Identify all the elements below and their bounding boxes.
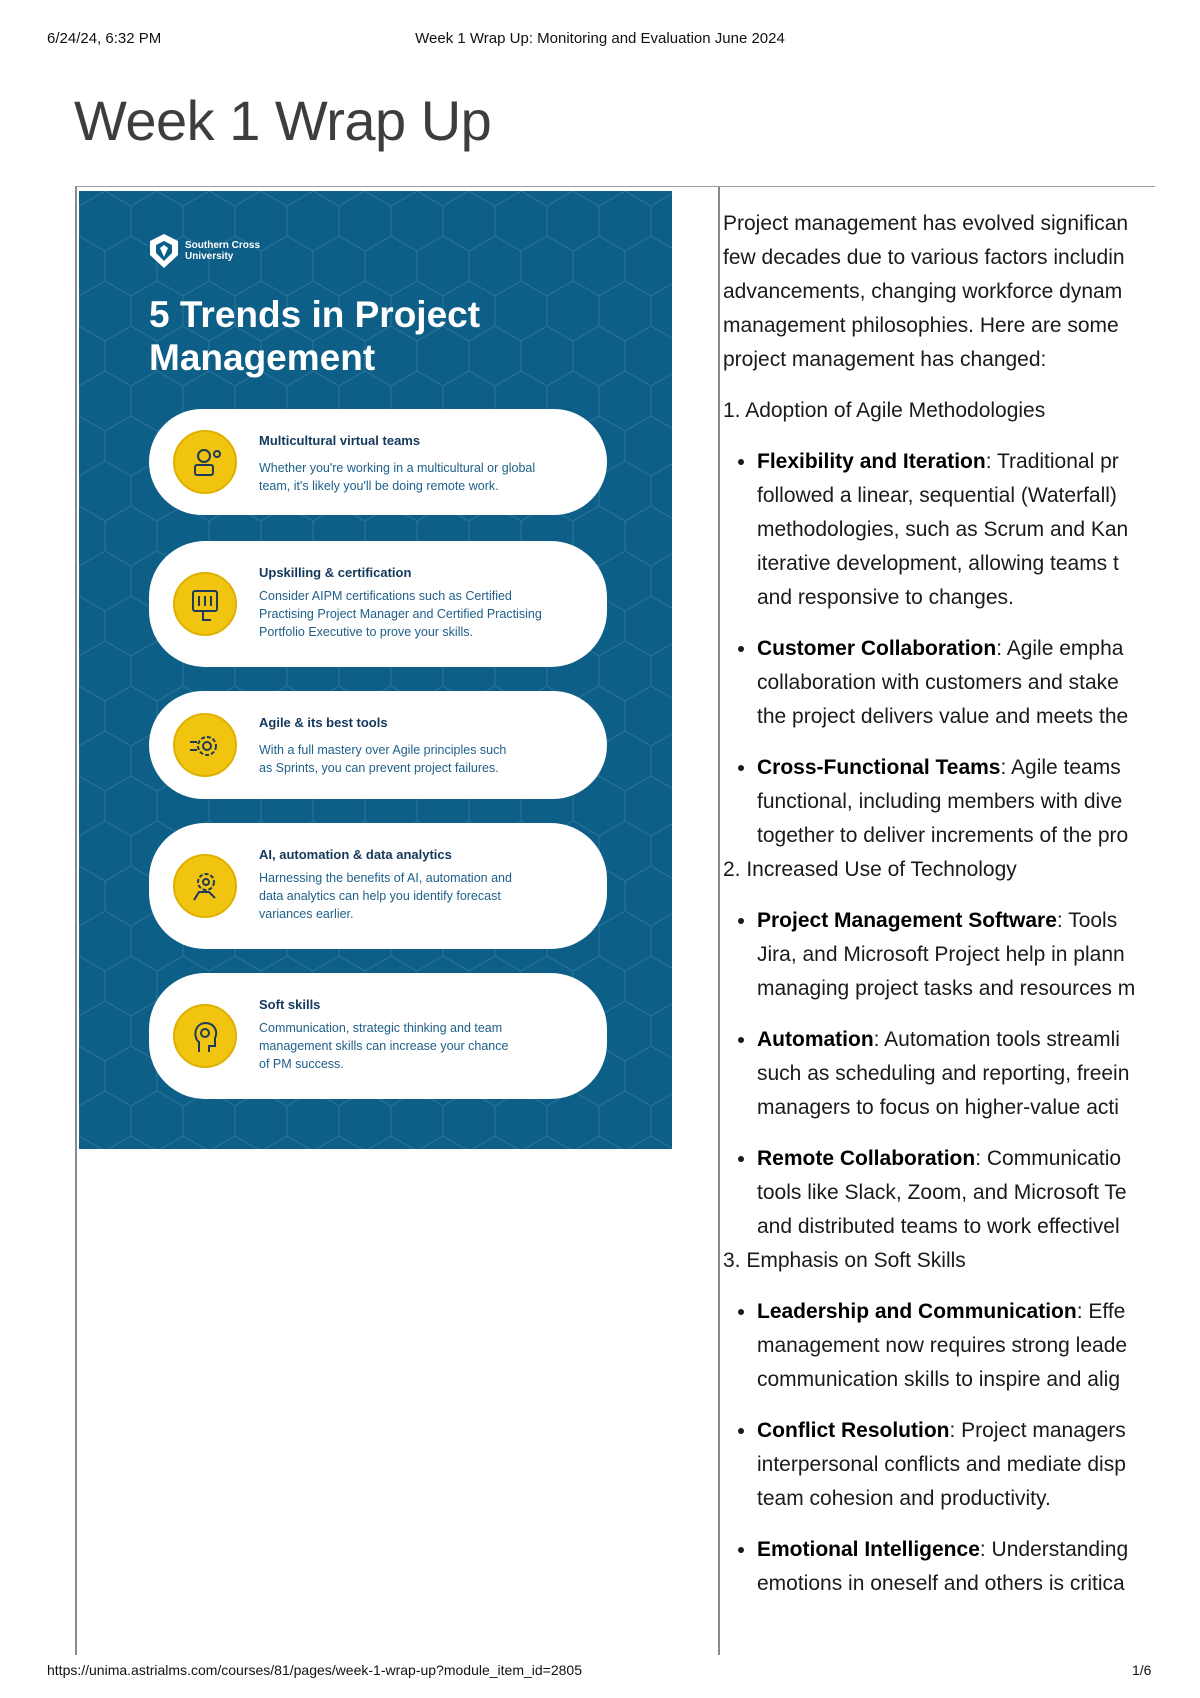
print-datetime: 6/24/24, 6:32 PM [47, 30, 162, 47]
trend-card-text [259, 869, 589, 923]
content-table [75, 186, 1155, 1655]
trend-card-title: AI, automation & data analytics [259, 847, 452, 862]
list-item [757, 1533, 1155, 1601]
logo-line-1: Southern Cross [185, 240, 261, 251]
list-item-term: Automation [757, 1028, 874, 1051]
trend-card-line: as Sprints, you can prevent project failures. [259, 761, 499, 775]
list-item-term: Project Management Software [757, 909, 1057, 932]
logo-line-2: University [185, 251, 234, 262]
list-item-line: tools like Slack, Zoom, and Microsoft Te [757, 1181, 1127, 1204]
trend-card-line: Communication, strategic thinking and team [259, 1021, 503, 1035]
trend-card-text [259, 741, 589, 777]
list-item-first-line: : Understanding [979, 1538, 1129, 1561]
intro-line: project management has changed: [723, 348, 1047, 371]
trend-card-title: Upskilling & certification [259, 565, 412, 580]
trend-card-text [259, 1019, 589, 1073]
section-heading: 2. Increased Use of Technology [723, 858, 1017, 881]
trend-card-line: Harnessing the benefits of AI, automation and [259, 871, 512, 885]
trend-card-line: Consider AIPM certifications such as Certified [259, 589, 512, 603]
trend-card-line: team, it's likely you'll be doing remote work. [259, 479, 499, 493]
list-item-first-line: : Tools [1056, 909, 1118, 932]
trend-card-line: management skills can increase your chance [259, 1039, 509, 1053]
list-item-term: Cross-Functional Teams [757, 756, 1001, 779]
trend-card-soft-skills [149, 973, 607, 1099]
list-item-first-line: : Automation tools streamli [873, 1028, 1120, 1051]
list-item-line: management now requires strong leade [757, 1334, 1128, 1357]
list-item-term: Flexibility and Iteration [757, 450, 986, 473]
bullet-list [723, 445, 1155, 853]
list-item [757, 1023, 1155, 1125]
list-item-line: such as scheduling and reporting, freein [757, 1062, 1130, 1085]
list-item [757, 445, 1155, 615]
list-item-line: Jira, and Microsoft Project help in plann [757, 943, 1125, 966]
page-url: https://unima.astrialms.com/courses/81/pages/week-1-wrap-up?module_item_id=2805 [47, 1662, 582, 1678]
intro-line: Project management has evolved significan [723, 212, 1129, 235]
page-number: 1/6 [1132, 1662, 1152, 1678]
list-item [757, 1295, 1155, 1397]
list-item [757, 751, 1155, 853]
trend-card-title: Agile & its best tools [259, 715, 388, 730]
list-item-line: together to deliver increments of the pro [757, 824, 1129, 847]
list-item-first-line: : Project managers [949, 1419, 1126, 1442]
list-item-line: the project delivers value and meets the [757, 705, 1129, 728]
table-border-left [75, 187, 77, 1655]
list-item-line: team cohesion and productivity. [757, 1487, 1051, 1510]
list-item-line: managers to focus on higher-value acti [757, 1096, 1119, 1119]
trend-card-line: variances earlier. [259, 907, 354, 921]
trend-card-upskilling [149, 541, 607, 667]
page-title: Week 1 Wrap Up [74, 89, 492, 152]
trend-card-line: data analytics can help you identify forecast [259, 889, 501, 903]
print-page-title: Week 1 Wrap Up: Monitoring and Evaluation June 2024 [415, 30, 785, 47]
agile-gear-icon [173, 713, 237, 777]
intro-line: advancements, changing workforce dynam [723, 280, 1123, 303]
list-item-term: Emotional Intelligence [757, 1538, 980, 1561]
trend-card-ai-automation [149, 823, 607, 949]
bullet-list [723, 1295, 1155, 1601]
list-item-term: Leadership and Communication [757, 1300, 1077, 1323]
list-item [757, 904, 1155, 1006]
list-item-line: and distributed teams to work effectivel [757, 1215, 1120, 1238]
trend-card-text [259, 587, 589, 641]
table-border-middle [718, 187, 720, 1655]
certification-touch-icon [173, 572, 237, 636]
trend-card-title: Multicultural virtual teams [259, 433, 421, 448]
automation-gear-hand-icon [173, 854, 237, 918]
trend-card-agile [149, 691, 607, 799]
list-item [757, 632, 1155, 734]
remote-worker-icon [173, 430, 237, 494]
list-item-line: and responsive to changes. [757, 586, 1014, 609]
section-heading: 1. Adoption of Agile Methodologies [723, 399, 1046, 422]
list-item-line: iterative development, allowing teams t [757, 552, 1119, 575]
list-item-line: communication skills to inspire and alig [757, 1368, 1120, 1391]
trend-card-text [259, 459, 589, 495]
list-item-line: followed a linear, sequential (Waterfall) [757, 484, 1117, 507]
article-text [723, 207, 1155, 1618]
trend-card-line: Whether you're working in a multicultural or global [259, 461, 536, 475]
intro-line: management philosophies. Here are some [723, 314, 1119, 337]
soft-skills-head-icon [173, 1004, 237, 1068]
list-item-first-line: : Agile teams [1000, 756, 1121, 779]
list-item-line: functional, including members with dive [757, 790, 1123, 813]
bullet-list [723, 904, 1155, 1244]
shield-logo-icon [149, 233, 179, 269]
list-item-line: collaboration with customers and stake [757, 671, 1119, 694]
section-heading: 3. Emphasis on Soft Skills [723, 1249, 966, 1272]
list-item-term: Remote Collaboration [757, 1147, 976, 1170]
list-item [757, 1142, 1155, 1244]
trend-card-line: With a full mastery over Agile principles such [259, 743, 507, 757]
trend-card-title: Soft skills [259, 997, 321, 1012]
infographic-title [149, 293, 609, 379]
print-header [0, 30, 1200, 50]
list-item-line: interpersonal conflicts and mediate disp [757, 1453, 1126, 1476]
infographic-title-line-2: Management [149, 337, 376, 378]
list-item-line: emotions in oneself and others is critica [757, 1572, 1125, 1595]
list-item-line: managing project tasks and resources m [757, 977, 1136, 1000]
intro-paragraph [723, 207, 1155, 377]
trend-card-line: Practising Project Manager and Certified Practising [259, 607, 542, 621]
list-item-term: Conflict Resolution [757, 1419, 950, 1442]
university-logo [149, 233, 305, 269]
trend-card-line: of PM success. [259, 1057, 344, 1071]
trend-card-virtual-teams [149, 409, 607, 515]
list-item-first-line: : Effe [1076, 1300, 1126, 1323]
infographic-title-line-1: 5 Trends in Project [149, 294, 481, 335]
list-item-first-line: : Traditional pr [985, 450, 1119, 473]
trend-card-line: Portfolio Executive to prove your skills. [259, 625, 473, 639]
list-item-term: Customer Collaboration [757, 637, 997, 660]
list-item-first-line: : Communicatio [975, 1147, 1122, 1170]
list-item-line: methodologies, such as Scrum and Kan [757, 518, 1129, 541]
intro-line: few decades due to various factors includin [723, 246, 1125, 269]
list-item-first-line: : Agile empha [996, 637, 1124, 660]
list-item [757, 1414, 1155, 1516]
infographic-image [79, 191, 672, 1149]
